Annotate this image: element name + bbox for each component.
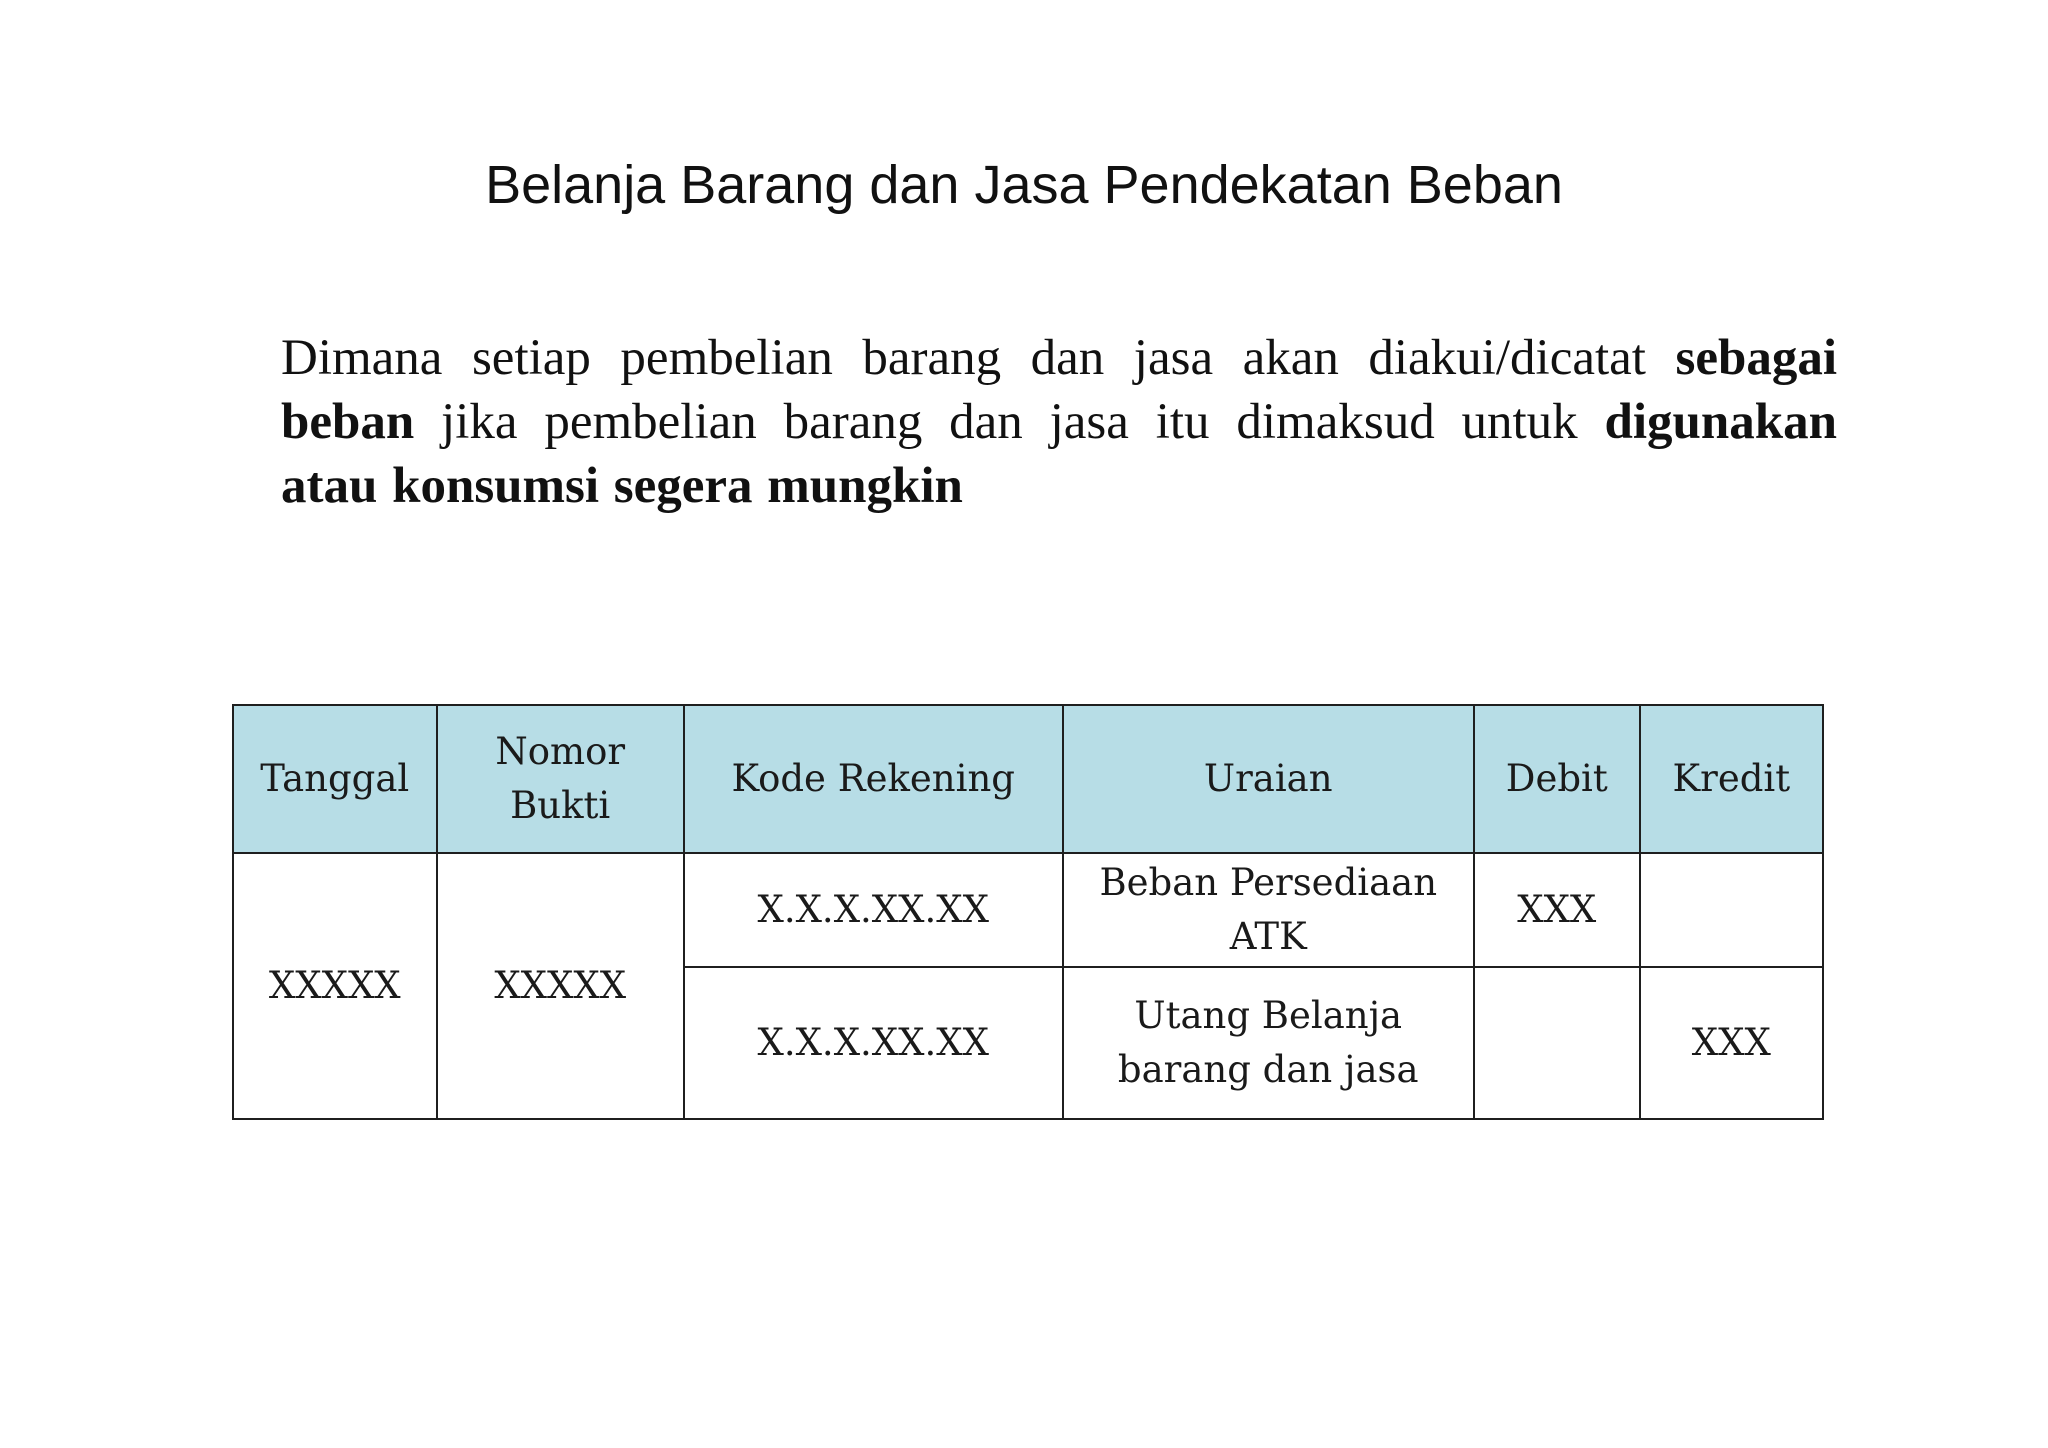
paragraph-bold-1: sebagai beban [281,330,1837,450]
header-kode-rekening: Kode Rekening [684,705,1063,853]
cell-kredit: XXX [1640,967,1823,1119]
paragraph-text-1: Dimana setiap pembelian barang dan jasa akan diakui/dicatat [281,330,1676,386]
table-header-row [233,705,1823,853]
cell-kode-rekening: X.X.X.XX.XX [684,967,1063,1119]
header-uraian: Uraian [1063,705,1474,853]
cell-debit [1474,967,1640,1119]
cell-tanggal: XXXXX [233,853,437,1119]
cell-nomor-bukti: XXXXX [437,853,684,1119]
cell-debit: XXX [1474,853,1640,967]
header-kredit: Kredit [1640,705,1823,853]
cell-uraian: Utang Belanja barang dan jasa [1063,967,1474,1119]
header-debit: Debit [1474,705,1640,853]
cell-kredit [1640,853,1823,967]
table-row [233,853,1823,967]
definition-paragraph [281,326,1837,518]
paragraph-bold-2: digunakan atau konsumsi segera mungkin [281,394,1837,514]
journal-table [232,704,1824,1120]
header-tanggal: Tanggal [233,705,437,853]
page-title: Belanja Barang dan Jasa Pendekatan Beban [485,155,1563,215]
paragraph-text-2: jika pembelian barang dan jasa itu dimaksud untuk [414,394,1605,450]
cell-kode-rekening: X.X.X.XX.XX [684,853,1063,967]
header-nomor-bukti: Nomor Bukti [437,705,684,853]
cell-uraian: Beban Persediaan ATK [1063,853,1474,967]
